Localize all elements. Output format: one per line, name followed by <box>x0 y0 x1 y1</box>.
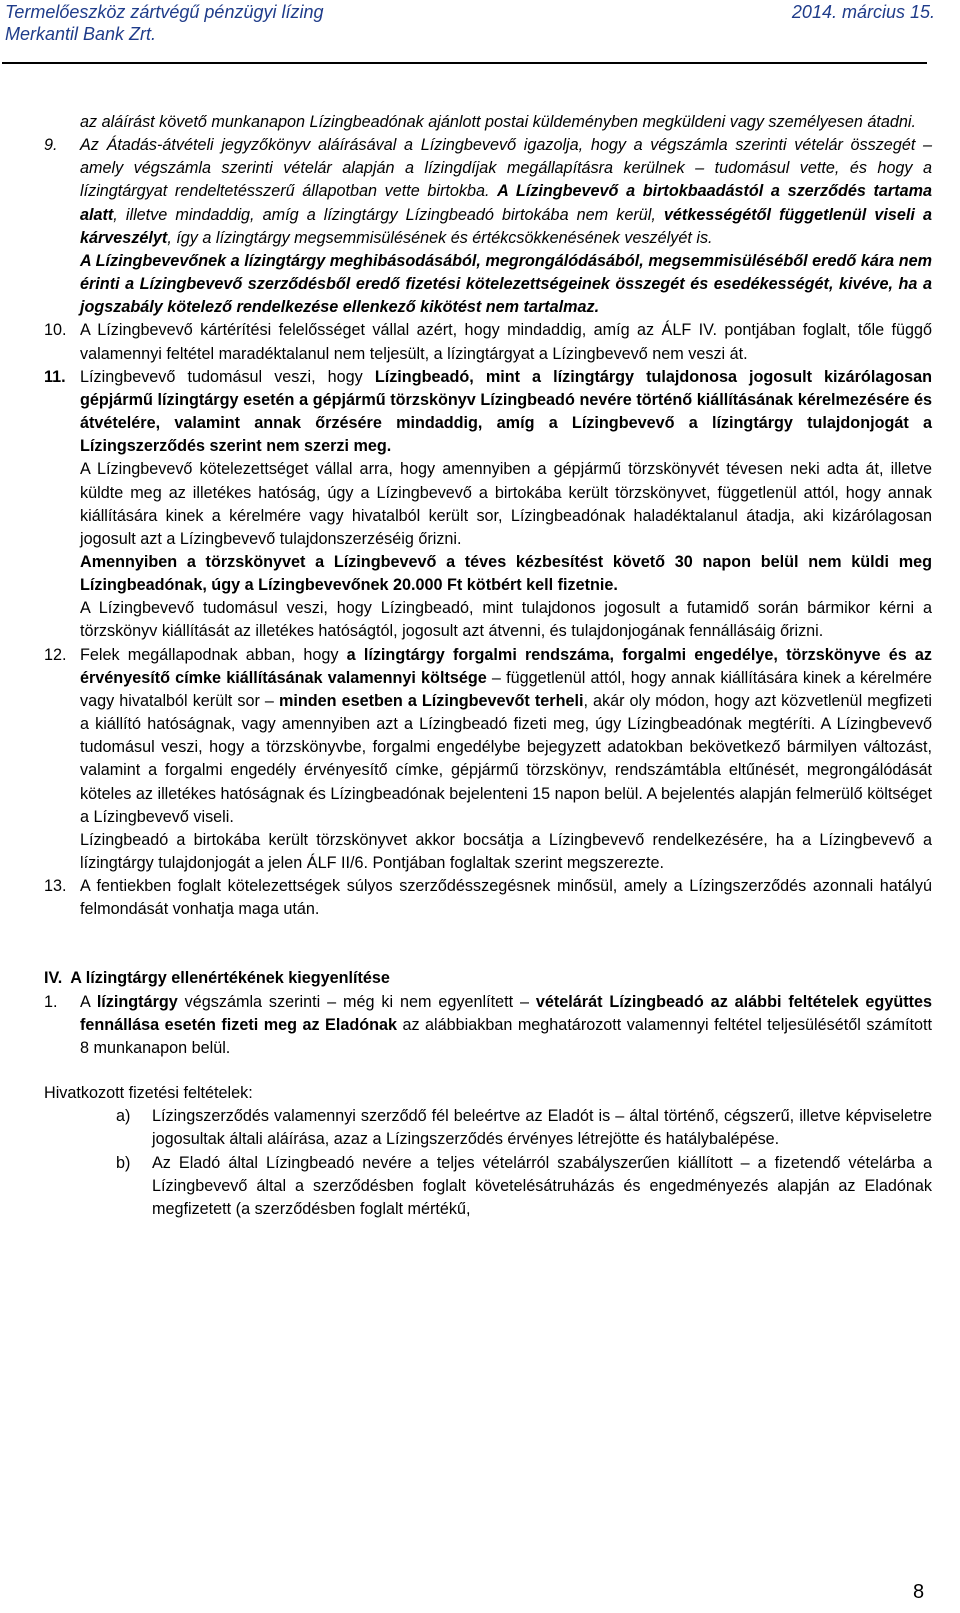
spacer <box>44 921 932 967</box>
paragraph-continuation: az aláírást követő munkanapon Lízingbeadónak ajánlott postai küldeményben megküldeni vagy személyesen átadni. <box>80 113 916 131</box>
clause-number: 13. <box>44 877 67 896</box>
clause-number: 12. <box>44 645 67 664</box>
clause-13-text: A fentiekben foglalt kötelezettségek súlyos szerződésszegésnek minősül, amely a Lízingszerződés azonnali hatályú felmondását vonhatja maga után. <box>80 877 932 919</box>
condition-a <box>44 1105 932 1151</box>
clause-12-text: Felek megállapodnak abban, hogy a lízingtárgy forgalmi rendszáma, forgalmi engedélye, törzskönyve és az érvényesítő címke kiállításának valamennyi költsége – függetlenül attól, hogy annak kiállítására kinek a kérelmére vagy hivatalból került sor – minden esetben a Lízingbevevőt terheli, akár oly módon, hogy azt közvetlenül megfizeti a kiállító hatóságnak, vagy amennyiben azt a Lízingbeadó fizeti meg, úgy Lízingbeadónak megtéríti. A Lízingbevevő tudomásul veszi, hogy a törzskönyvbe, forgalmi engedélybe bejegyzett adatokban bekövetkező bármilyen változást, valamint a forgalmi engedély érvényesítő címke, gépjármű törzskönyv, rendszámtábla eltűnését, megrongálódását köteles az illetékes hatóságnak és Lízingbeadónak bejelenteni 15 napon belül. A bejelentés alapján felmerülő költséget a Lízingbevevő viseli. <box>80 645 932 826</box>
clause-9-text: Az Átadás-átvételi jegyzőkönyv aláírásával a Lízingbevevő igazolja, hogy a végszámla szerinti vételár összegét – amely végszámla szerinti vételár alapján a lízingdíjak megállapításra kerülnek – tudomásul vette, és hogy a lízingtárgyat rendeltetésszerű állapotban vette birtokba. A Lízingbevevő a birtokbaadástól a szerződés tartama alatt, illetve mindaddig, amíg a lízingtárgy Lízingbeadó birtokába nem kerül, vétkességétől függetlenül viseli a kárveszélyt, így a lízingtárgy megsemmisülésének és értékcsökkenésének veszélyét is. <box>80 136 932 247</box>
clause-11-owner-rights: A Lízingbevevő tudomásul veszi, hogy Lízingbeadó, mint tulajdonos jogosult a futamidő során bármikor kérni a törzskönyv kiállítását az illetékes hatóságtól, jogosult azt átvenni, és tulajdonjogának fennállásáig őrizni. <box>80 599 932 641</box>
condition-b-text: Az Eladó által Lízingbeadó nevére a teljes vételárról szabályszerűen kiállított – a fizetendő vételárba a Lízingbevevő által a szerződésben foglalt követelésátruházás és engedményezés alapján az Eladónak megfizetett (a szerződésben foglalt mértékű, <box>152 1153 932 1218</box>
clause-number: 11. <box>44 367 66 386</box>
condition-a-text: Lízingszerződés valamennyi szerződő fél beleértve az Eladót is – által történő, cégszerű, illetve képviseletre jogosultak általi aláírása, azaz a Lízingszerződés érvényes létrejötte és hatálybalépése. <box>152 1107 932 1149</box>
spacer <box>44 1060 932 1082</box>
clause-11-penalty: Amennyiben a törzskönyvet a Lízingbevevő a téves kézbesítést követő 30 napon belül nem küldi meg Lízingbeadónak, úgy a Lízingbevevőnek 20.000 Ft kötbért kell fizetnie. <box>80 552 932 595</box>
document-body <box>44 111 932 1221</box>
clause-9 <box>44 134 932 319</box>
condition-letter: a) <box>116 1107 131 1126</box>
section-clause-1 <box>44 991 932 1060</box>
header-company: Merkantil Bank Zrt. <box>5 24 157 44</box>
clause-12-registry: Lízingbeadó a birtokába került törzskönyvet akkor bocsátja a Lízingbevevő rendelkezésére, ha a Lízingbevevő a lízingtárgy tulajdonjogát a jelen ÁLF II/6. Pontjában foglaltak szerint megszerezte. <box>80 830 932 872</box>
clause-number: 9. <box>44 136 58 155</box>
clause-12 <box>44 644 932 876</box>
clause-11-registry: A Lízingbevevő kötelezettséget vállal arra, hogy amennyiben a gépjármű törzskönyvét tévesen neki adta át, illetve küldte meg az illetékes hatóság, úgy a Lízingbevevő a birtokába került törzskönyvet, függetlenül attól, hogy annak kiállítására kinek a kérelmére vagy hivatalból került sor, Lízingbeadónak haladéktalanul átadja, aki kizárólagosan jogosult azt a Lízingbevevő tulajdonszerzéséig őrizni. <box>80 460 932 548</box>
page-header <box>5 0 935 62</box>
header-title: Termelőeszköz zártvégű pénzügyi lízing <box>5 2 324 22</box>
clause-number: 10. <box>44 321 67 340</box>
clause-11-text: Lízingbevevő tudomásul veszi, hogy Lízingbeadó, mint a lízingtárgy tulajdonosa jogosult kizárólagosan gépjármű lízingtárgy esetén a gépjármű törzskönyv Lízingbeadó nevére történő kiállításának kérelmezésére és átvételére, valamint annak őrzésére mindaddig, amíg a Lízingbevevő a lízingtárgy tulajdonjogát a Lízingszerződés szerint nem szerzi meg. <box>80 367 932 456</box>
page-number: 8 <box>913 1581 925 1603</box>
clause-13 <box>44 875 932 921</box>
clause-9-damage: A Lízingbevevőnek a lízingtárgy meghibásodásából, megrongálódásából, megsemmisüléséből eredő kára nem érinti a Lízingbevevő szerződésből eredő fizetési kötelezettségeinek összegét és esedékességét, kivéve, ha a jogszabály kötelező rendelkezése ellenkező kikötést nem tartalmaz. <box>80 251 932 317</box>
clause-number: 1. <box>44 992 58 1011</box>
header-date: 2014. március 15. <box>791 2 935 22</box>
condition-letter: b) <box>116 1153 131 1172</box>
condition-b <box>44 1152 932 1221</box>
section-heading: IV. A lízingtárgy ellenértékének kiegyenlítése <box>44 969 390 988</box>
conditions-label: Hivatkozott fizetési feltételek: <box>44 1084 253 1103</box>
clause-10-text: A Lízingbevevő kártérítési felelősséget vállal azért, hogy mindaddig, amíg az ÁLF IV. pontjában foglalt, tőle függő valamennyi feltétel maradéktalanul nem teljesült, a lízingtárgyat a Lízingbevevő nem veszi át. <box>80 321 932 363</box>
clause-11 <box>44 366 932 644</box>
header-divider <box>2 62 927 64</box>
clause-10 <box>44 319 932 365</box>
section-clause-1-text: A lízingtárgy végszámla szerinti – még ki nem egyenlített – vételárát Lízingbeadó az alábbi feltételek együttes fennállása esetén fizeti meg az Eladónak az alábbiakban meghatározott valamennyi feltétel teljesülésétől számított 8 munkanapon belül. <box>80 992 933 1057</box>
